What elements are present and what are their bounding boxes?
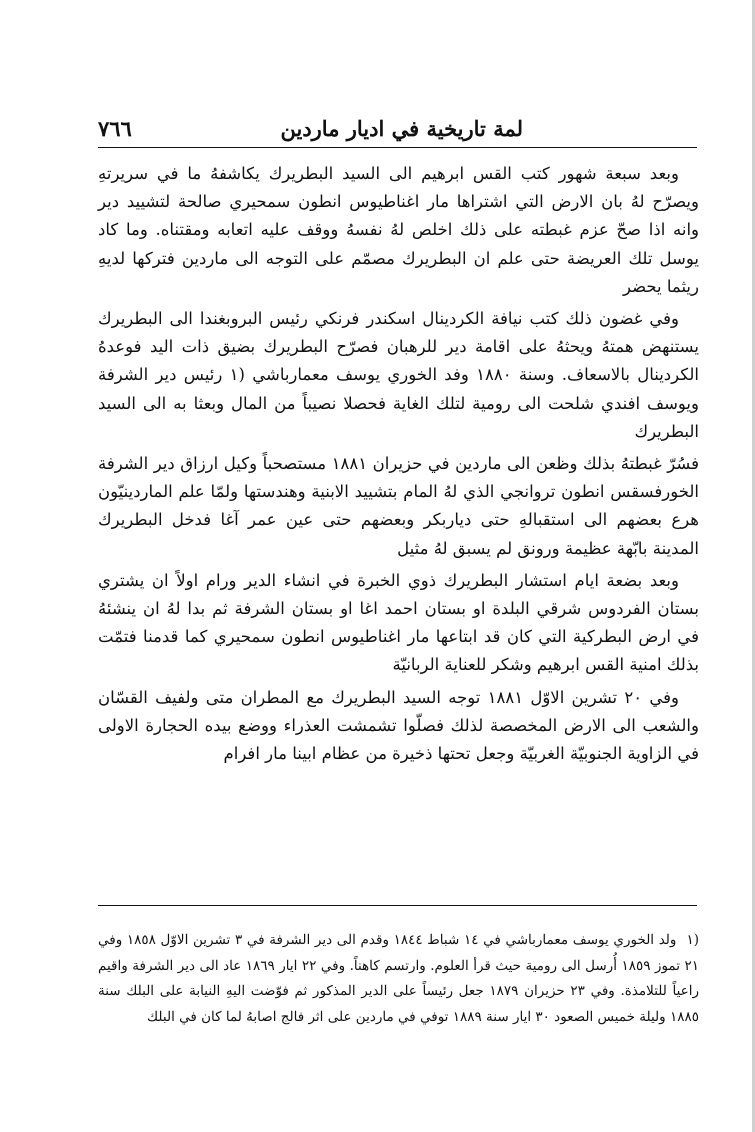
page-header (98, 112, 693, 144)
page-number: ٧٦٦ (98, 115, 132, 141)
paragraph: وبعد بضعة ايام استشار البطريرك ذوي الخبرة في انشاء الدير ورام اولاً ان يشتري بستان الفردوس شرقي البلدة او بستان احمد اغا او بستان الشرفة ثم بدا لهُ ان ينشئهُ في ارض البطركية التي كان قد ابتاعها مار اغناطيوس انطون سمحيري كما قدمنا فتمّت بذلك امنية القس ابرهيم وشكر للعناية الربانيّة (98, 570, 699, 675)
footnote (98, 928, 699, 1030)
paragraph: وفي ٢٠ تشرين الاوّل ١٨٨١ توجه السيد البطريرك مع المطران متى ولفيف القسّان والشعب الى الارض المخصصة لذلك فصلّوا تشمشت العذراء ووضع بيده الحجارة الاولى في الزاوية الجنوبيّة الغربيّة وجعل تحتها ذخيرة من عظام ابينا مار افرام (98, 687, 699, 764)
footnote-paragraph (98, 928, 699, 1030)
main-text (98, 160, 699, 772)
footnote-marker: (١ (686, 932, 699, 948)
running-title: لمة تاريخية في اديار ماردين (280, 115, 523, 141)
paragraph: وبعد سبعة شهور كتب القس ابرهيم الى السيد البطريرك يكاشفهُ ما في سريرتهِ ويصرّح لهُ بان الارض التي اشتراها مار اغناطيوس انطون سمحيري صالحة لتشييد دير وانه اذا صحّ عزم غبطته على ذلك اخلص لهُ نفسهُ ووقف عليه اتعابه ومقتناه. وما كاد يوسل تلك العريضة حتى علم ان البطريرك مصمّم على التوجه الى ماردين فتركها لديهِ ريثما يحضر (98, 164, 699, 296)
footnote-text: ولد الخوري يوسف معمارباشي في ١٤ شباط ١٨٤٤ وقدم الى دير الشرفة في ٣ تشرين الاوّل ١٨٥٨ وفي ٢١ تموز ١٨٥٩ أُرسل الى رومية حيث قرأ العلوم. وارتسم كاهناً. وفي ٢٢ ايار ١٨٦٩ عاد الى دير الشرفة واقيم راعياً للتلامذة. وفي ٢٣ حزيران ١٨٧٩ جعل رئيساً على الدير المذكور ثم فوّضت اليهِ النيابة على البلك سنة ١٨٨٥ وليلة خميس الصعود ٣٠ ايار سنة ١٨٨٩ توفي في ماردين على اثر فالج اصابهُ لما كان في البلك (98, 932, 700, 1025)
paragraph: فسُرّ غبطتهُ بذلك وظعن الى ماردين في حزيران ١٨٨١ مستصحباً وكيل ارزاق دير الشرفة الخورفسقس انطون تروانجي الذي لهُ المام بتشييد الابنية وهندستها ولمّا علم الماردينيّون هرع بعضهم الى استقبالهِ حتى دياربكر وبعضهم حتى عين عمر آغا فدخل البطريرك المدينة بابّهة عظيمة ورونق لم يسبق لهُ مثيل (98, 454, 699, 558)
footnote-rule (98, 905, 697, 906)
paragraph: وفي غضون ذلك كتب نيافة الكردينال اسكندر فرنكي رئيس البروبغندا الى البطريرك يستنهض همتهُ ويحثهُ على اقامة دير للرهبان فصرّح البطريرك بضيق ذات اليد فوعدهُ الكردينال بالاسعاف. وسنة ١٨٨٠ وفد الخوري يوسف معمارباشي (١ رئيس دير الشرفة ويوسف افندي شلحت الى رومية لتلك الغاية فحصلا نصيباً من المال وبعثا به الى السيد البطريرك (98, 309, 699, 441)
header-rule (98, 147, 697, 148)
